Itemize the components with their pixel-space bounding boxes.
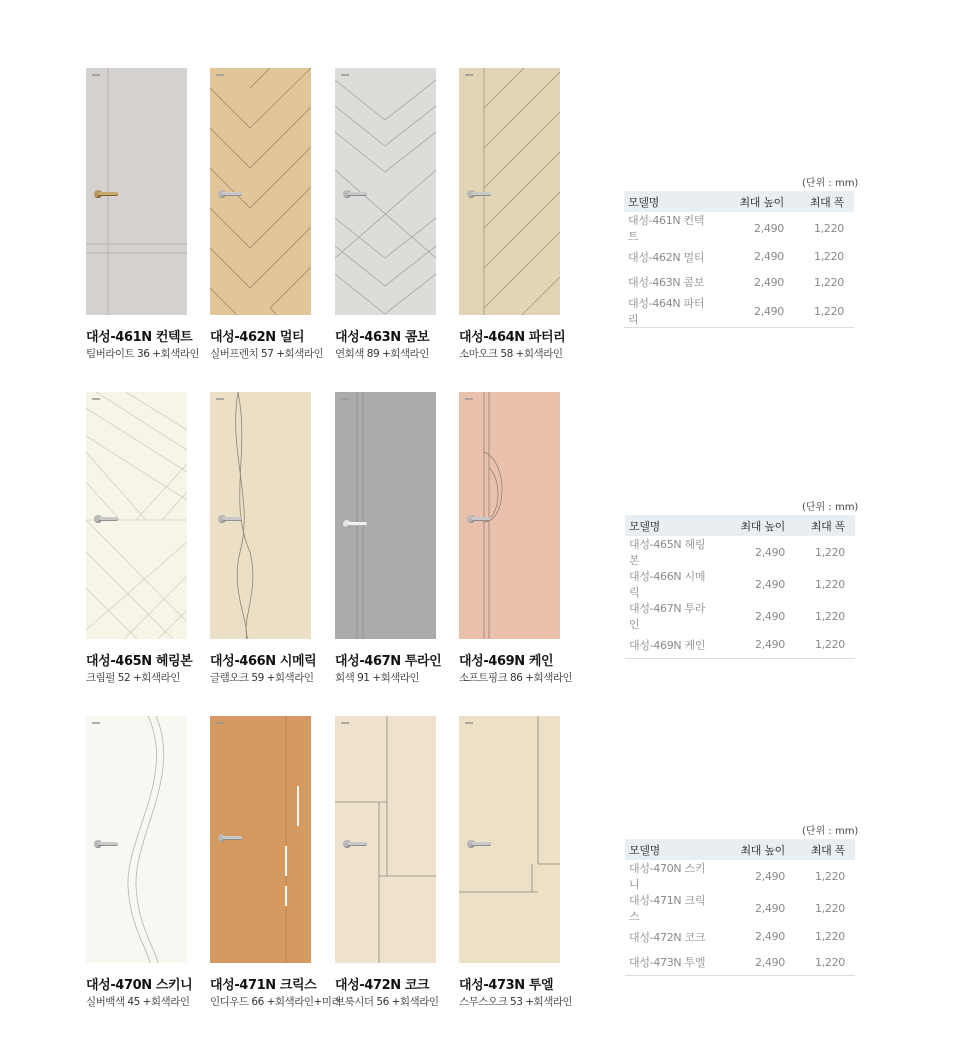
- table-row: [624, 212, 854, 244]
- door-462n-image: [210, 68, 311, 315]
- cell-height: 2,490: [754, 250, 784, 264]
- door-handle-icon: [467, 190, 491, 198]
- table-row: [625, 632, 855, 658]
- cell-height: 2,490: [755, 930, 785, 944]
- cell-width: 1,220: [814, 221, 844, 235]
- door-463n-title: 대성-463N 콤보: [335, 330, 430, 345]
- door-467n-pattern: [335, 392, 436, 639]
- col-model-name: 모델명: [624, 191, 714, 212]
- door-470n-finish: 실버백색 45 +회색라인: [86, 996, 190, 1008]
- door-461n-title: 대성-461N 컨텍트: [86, 330, 193, 345]
- door-handle-icon: [94, 190, 118, 198]
- door-465n-image: [86, 392, 187, 639]
- door-469n-image: [459, 392, 560, 639]
- table-row: [625, 536, 855, 568]
- door-handle-icon: [343, 520, 367, 528]
- col-model-name: 모델명: [625, 515, 715, 536]
- col-max-height: 최대 높이: [714, 191, 794, 212]
- door-handle-icon: [218, 834, 242, 842]
- door-handle-icon: [218, 515, 242, 523]
- brand-mark: [92, 74, 100, 76]
- brand-mark: [92, 722, 100, 724]
- cell-model: 대성-466N 시메릭: [629, 570, 706, 599]
- spec-table-3: [625, 839, 855, 976]
- cell-width: 1,220: [815, 901, 845, 915]
- cell-width: 1,220: [815, 577, 845, 591]
- cell-width: 1,220: [815, 930, 845, 944]
- cell-height: 2,490: [755, 577, 785, 591]
- cell-width: 1,220: [795, 632, 855, 658]
- spec-table-1: [624, 191, 854, 328]
- cell-height: 2,490: [754, 221, 784, 235]
- door-472n-image: [335, 716, 436, 963]
- col-model-name: 모델명: [625, 839, 715, 860]
- door-472n-title: 대성-472N 코크: [335, 978, 430, 993]
- door-471n-title: 대성-471N 크릭스: [210, 978, 317, 993]
- door-463n-finish: 연회색 89 +회색라인: [335, 348, 429, 360]
- brand-mark: [465, 74, 473, 76]
- cell-model: 대성-470N 스키니: [629, 862, 706, 891]
- door-473n-image: [459, 716, 560, 963]
- cell-height: 2,490: [755, 545, 785, 559]
- brand-mark: [216, 398, 224, 400]
- door-470n-title: 대성-470N 스키니: [86, 978, 193, 993]
- door-467n-title: 대성-467N 투라인: [335, 654, 442, 669]
- door-466n-finish: 글램오크 59 +회색라인: [210, 672, 314, 684]
- table-row: [625, 568, 855, 600]
- cell-height: 2,490: [755, 609, 785, 623]
- door-466n-title: 대성-466N 시메릭: [210, 654, 317, 669]
- door-470n-image: [86, 716, 187, 963]
- table-row: [624, 295, 854, 328]
- col-max-width: 최대 폭: [795, 839, 855, 860]
- col-max-height: 최대 높이: [715, 839, 795, 860]
- cell-model: 대성-473N 투엘: [625, 950, 715, 976]
- door-467n-image: [335, 392, 436, 639]
- table-header-row: [625, 839, 855, 860]
- table-header-row: [624, 191, 854, 212]
- cell-model: 대성-472N 코크: [629, 930, 706, 944]
- brand-mark: [216, 74, 224, 76]
- door-handle-icon: [467, 515, 491, 523]
- cell-height: 2,490: [714, 295, 794, 328]
- door-463n-image: [335, 68, 436, 315]
- door-461n-finish: 팀버라이트 36 +회색라인: [86, 348, 200, 360]
- table-1-unit: (단위 : mm): [802, 178, 859, 189]
- table-row: [625, 860, 855, 892]
- door-473n-finish: 스무스오크 53 +회색라인: [459, 996, 573, 1008]
- door-469n-title: 대성-469N 케인: [459, 654, 554, 669]
- cell-height: 2,490: [754, 275, 784, 289]
- brand-mark: [341, 74, 349, 76]
- cell-model: 대성-462N 멀티: [628, 250, 705, 264]
- table-row: [625, 600, 855, 632]
- cell-model: 대성-467N 투라인: [629, 602, 706, 631]
- door-473n-title: 대성-473N 투엘: [459, 978, 554, 993]
- door-handle-icon: [94, 840, 118, 848]
- cell-height: 2,490: [715, 632, 795, 658]
- col-max-width: 최대 폭: [794, 191, 854, 212]
- brand-mark: [465, 722, 473, 724]
- door-471n-finish: 인디우드 66 +회색라인+미러: [210, 996, 342, 1008]
- cell-height: 2,490: [715, 950, 795, 976]
- door-handle-icon: [467, 840, 491, 848]
- table-header-row: [625, 515, 855, 536]
- cell-width: 1,220: [814, 275, 844, 289]
- door-472n-finish: 브룩시더 56 +회색라인: [335, 996, 439, 1008]
- brand-mark: [341, 398, 349, 400]
- door-465n-title: 대성-465N 헤링본: [86, 654, 193, 669]
- table-row: [625, 924, 855, 950]
- door-462n-finish: 실버프렌치 57 +회색라인: [210, 348, 324, 360]
- brand-mark: [216, 722, 224, 724]
- cell-width: 1,220: [815, 609, 845, 623]
- cell-model: 대성-461N 컨텍트: [628, 214, 705, 243]
- cell-width: 1,220: [815, 869, 845, 883]
- table-row: [625, 950, 855, 976]
- cell-width: 1,220: [814, 250, 844, 264]
- table-row: [624, 244, 854, 270]
- door-462n-title: 대성-462N 멀티: [210, 330, 305, 345]
- door-467n-finish: 회색 91 +회색라인: [335, 672, 420, 684]
- spec-table-2: [625, 515, 855, 659]
- door-465n-finish: 크림펄 52 +회색라인: [86, 672, 180, 684]
- door-handle-icon: [218, 190, 242, 198]
- table-2-unit: (단위 : mm): [802, 502, 859, 513]
- table-3-unit: (단위 : mm): [802, 826, 859, 837]
- cell-height: 2,490: [755, 901, 785, 915]
- door-461n-image: [86, 68, 187, 315]
- door-handle-icon: [343, 840, 367, 848]
- door-464n-image: [459, 68, 560, 315]
- cell-width: 1,220: [795, 950, 855, 976]
- cell-width: 1,220: [794, 295, 854, 328]
- door-471n-image: [210, 716, 311, 963]
- cell-model: 대성-464N 파터리: [624, 295, 714, 328]
- cell-height: 2,490: [755, 869, 785, 883]
- cell-model: 대성-463N 콤보: [628, 276, 705, 290]
- door-464n-title: 대성-464N 파터리: [459, 330, 566, 345]
- table-row: [624, 270, 854, 296]
- brand-mark: [92, 398, 100, 400]
- door-469n-finish: 소프트핑크 86 +회색라인: [459, 672, 573, 684]
- col-max-width: 최대 폭: [795, 515, 855, 536]
- col-max-height: 최대 높이: [715, 515, 795, 536]
- brand-mark: [341, 722, 349, 724]
- brand-mark: [465, 398, 473, 400]
- door-handle-icon: [94, 515, 118, 523]
- door-466n-image: [210, 392, 311, 639]
- cell-model: 대성-471N 크릭스: [629, 894, 706, 923]
- door-handle-icon: [343, 190, 367, 198]
- cell-model: 대성-469N 케인: [625, 632, 715, 658]
- cell-width: 1,220: [815, 545, 845, 559]
- table-row: [625, 892, 855, 924]
- cell-model: 대성-465N 헤링본: [629, 538, 706, 567]
- door-464n-finish: 소마오크 58 +회색라인: [459, 348, 563, 360]
